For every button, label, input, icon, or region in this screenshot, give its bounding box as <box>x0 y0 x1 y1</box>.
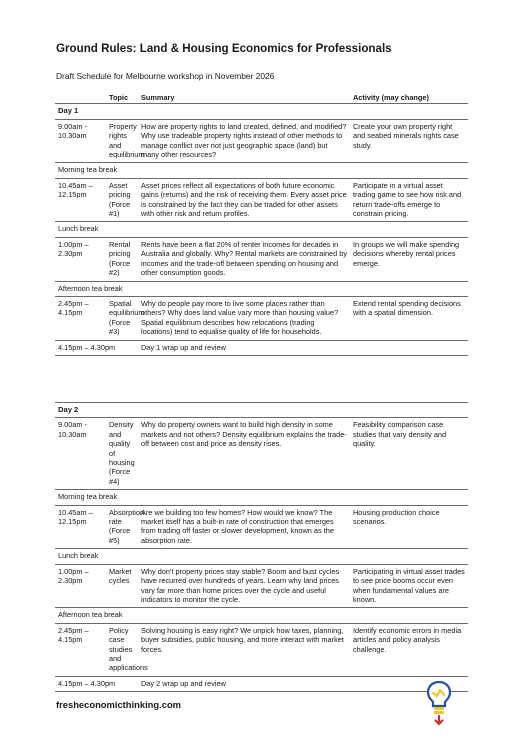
header-time <box>55 92 106 104</box>
document-title: Ground Rules: Land & Housing Economics for Professionals <box>56 42 392 55</box>
session-summary: Rents have been a flat 20% of renter incomes for decades in Australia and globally. Why? Rental markets are constrained by incomes and the trade-off between spending on housing and other consumption goods. <box>138 237 350 281</box>
document-subtitle: Draft Schedule for Melbourne workshop in November 2026 <box>56 71 275 81</box>
session-topic: Policy case studies and applications <box>106 623 138 676</box>
session-summary: Why do property owners want to build high density in some markets and not others? Density equilibrium explains the trade-off between cost and price as density rises. <box>138 418 350 490</box>
session-topic: Market cycles <box>106 564 138 608</box>
session-activity: In groups we will make spending decisions whereby rental prices emerge. <box>350 237 468 281</box>
session-row <box>55 623 468 676</box>
session-activity: Identify economic errors in media articles and policy analysis challenge. <box>350 623 468 676</box>
session-time: 2.45pm – 4.15pm <box>55 296 106 340</box>
wrap-up-row <box>55 676 468 691</box>
session-row <box>55 178 468 222</box>
session-row <box>55 564 468 608</box>
session-time: 9.00am - 10.30am <box>55 418 106 490</box>
break-row <box>55 608 468 623</box>
session-summary: Solving housing is easy right? We unpick how taxes, planning, buyer subsidies, public housing, and more interact with market forces. <box>138 623 350 676</box>
session-topic: Spatial equilibrium (Force #3) <box>106 296 138 340</box>
session-summary: Why don't property prices stay stable? Boom and bust cycles have recurred over hundreds of years. Learn why land prices vary far more than home prices over the cycle and useful indicators to monitor the cycle. <box>138 564 350 608</box>
day-row <box>55 104 468 119</box>
session-activity: Participate in a virtual asset trading game to see how risk and return trade-offs emerge to constrain pricing. <box>350 178 468 222</box>
session-row <box>55 296 468 340</box>
break-label: Morning tea break <box>55 163 468 178</box>
session-activity: Housing production choice scenarios. <box>350 505 468 549</box>
break-label: Lunch break <box>55 549 468 564</box>
session-topic: Property rights and equilibrium <box>106 119 138 163</box>
session-activity: Feasibility comparison case studies that vary density and quality. <box>350 418 468 490</box>
wrap-up-text: Day 2 wrap up and review <box>138 676 468 691</box>
table-header-row <box>55 92 468 104</box>
session-topic: Absorption rate (Force #5) <box>106 505 138 549</box>
header-topic: Topic <box>106 92 138 104</box>
day-label: Day 1 <box>55 104 468 119</box>
session-row <box>55 119 468 163</box>
wrap-up-row <box>55 340 468 355</box>
break-label: Afternoon tea break <box>55 608 468 623</box>
break-label: Afternoon tea break <box>55 281 468 296</box>
session-time: 2.45pm – 4.15pm <box>55 623 106 676</box>
bulb-base-ring <box>434 707 444 710</box>
wrap-up-text: Day 1 wrap up and review <box>138 340 468 355</box>
session-activity: Create your own property right and seabed minerals rights case study. <box>350 119 468 163</box>
session-topic: Rental pricing (Force #2) <box>106 237 138 281</box>
session-row <box>55 418 468 490</box>
session-summary: How are property rights to land created, defined, and modified? Why use tradeable property rights instead of other methods to manage conflict over not just geographic space (land) but many other resources? <box>138 119 350 163</box>
session-topic: Asset pricing (Force #1) <box>106 178 138 222</box>
day-label: Day 2 <box>55 403 468 418</box>
break-row <box>55 549 468 564</box>
header-summary: Summary <box>138 92 350 104</box>
break-label: Lunch break <box>55 222 468 237</box>
bulb-base-ring <box>434 711 444 714</box>
wrap-up-time: 4.15pm – 4.30pm <box>55 676 138 691</box>
session-time: 10.45am – 12.15pm <box>55 178 106 222</box>
session-time: 10.45am – 12.15pm <box>55 505 106 549</box>
day-row <box>55 403 468 418</box>
break-label: Morning tea break <box>55 490 468 505</box>
session-summary: Are we building too few homes? How would we know? The market itself has a built-in rate of construction that emerges from trading off faster or slower development, known as the absorption rate. <box>138 505 350 549</box>
header-activity: Activity (may change) <box>350 92 468 104</box>
footer-website: fresheconomicthinking.com <box>56 699 182 710</box>
session-summary: Why do people pay more to live some places rather than others? Why does land value vary more than housing value? Spatial equilibrium describes how relocations (trading locations) tend to equalise quality of life for households. <box>138 296 350 340</box>
schedule-table-day-2 <box>55 402 468 692</box>
session-row <box>55 505 468 549</box>
session-time: 1.00pm – 2.30pm <box>55 564 106 608</box>
session-activity: Participating in virtual asset trades to see price booms occur even when fundamental values are known. <box>350 564 468 608</box>
break-row <box>55 490 468 505</box>
session-summary: Asset prices reflect all expectations of both future economic gains (returns) and the risk of receiving them. Every asset price is constrained by the fact they can be traded for other assets with other risk and return profiles. <box>138 178 350 222</box>
wrap-up-time: 4.15pm – 4.30pm <box>55 340 138 355</box>
schedule-table-day-1 <box>55 92 468 356</box>
session-time: 9.00am - 10.30am <box>55 119 106 163</box>
break-row <box>55 163 468 178</box>
break-row <box>55 281 468 296</box>
lightbulb-icon <box>424 676 454 726</box>
break-row <box>55 222 468 237</box>
session-time: 1.00pm – 2.30pm <box>55 237 106 281</box>
session-topic: Density and quality of housing (Force #4) <box>106 418 138 490</box>
down-arrow-icon <box>436 716 443 724</box>
session-activity: Extend rental spending decisions with a spatial dimension. <box>350 296 468 340</box>
session-row <box>55 237 468 281</box>
